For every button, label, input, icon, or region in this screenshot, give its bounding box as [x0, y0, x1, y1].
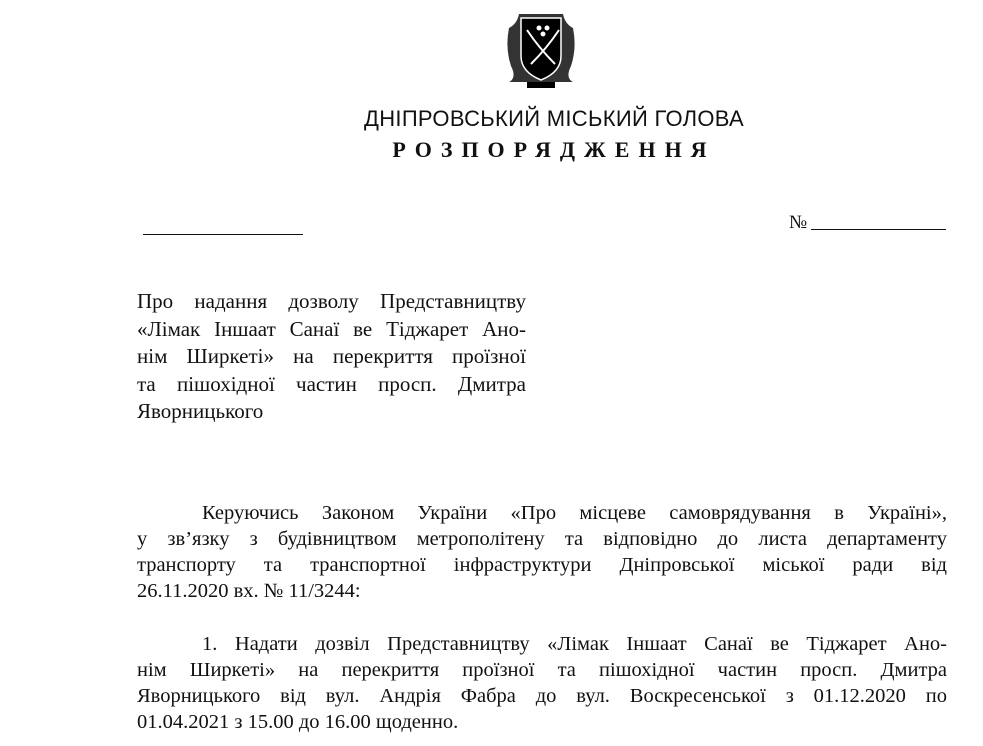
document-number-field — [789, 212, 946, 234]
paragraph-line: транспорту та транспортної інфраструктури Дніпровської міської ради від — [137, 554, 947, 576]
paragraph-line: 01.04.2021 з 15.00 до 16.00 щоденно. — [137, 711, 459, 733]
subject-line: Яворницького — [137, 399, 264, 423]
paragraph-line: нім Ширкеті» на перекриття проїзної та пішохідної частин просп. Дмитра — [137, 659, 947, 681]
coat-of-arms-emblem — [503, 8, 579, 90]
preamble-paragraph — [137, 500, 947, 604]
subject-line: та пішохідної частин просп. Дмитра — [137, 371, 526, 396]
number-blank-line — [811, 229, 946, 230]
date-blank-line — [143, 234, 303, 235]
subject-line: нім Ширкеті» на перекриття проїзної — [137, 344, 526, 368]
authority-title: ДНІПРОВСЬКИЙ МІСЬКИЙ ГОЛОВА — [364, 106, 744, 131]
paragraph-line: у зв’язку з будівництвом метрополітену та відповідно до листа департаменту — [137, 528, 947, 550]
paragraph-line: 26.11.2020 вх. № 11/3244: — [137, 580, 361, 602]
document-type-title: РОЗПОРЯДЖЕННЯ — [392, 137, 716, 162]
subject-line: «Лімак Іншаат Санаї ве Тіджарет Ано- — [137, 316, 526, 341]
number-sign: № — [789, 212, 808, 233]
document-subject — [137, 288, 526, 426]
subject-line: Про надання дозволу Представництву — [137, 289, 526, 313]
item-1-paragraph — [137, 631, 947, 735]
paragraph-line: 1. Надати дозвіл Представництву «Лімак Іншаат Санаї ве Тіджарет Ано- — [202, 633, 947, 655]
paragraph-line: Керуючись Законом України «Про місцеве самоврядування в Україні», — [202, 502, 947, 524]
paragraph-line: Яворницького від вул. Андрія Фабра до вул. Воскресенської з 01.12.2020 по — [137, 685, 947, 707]
